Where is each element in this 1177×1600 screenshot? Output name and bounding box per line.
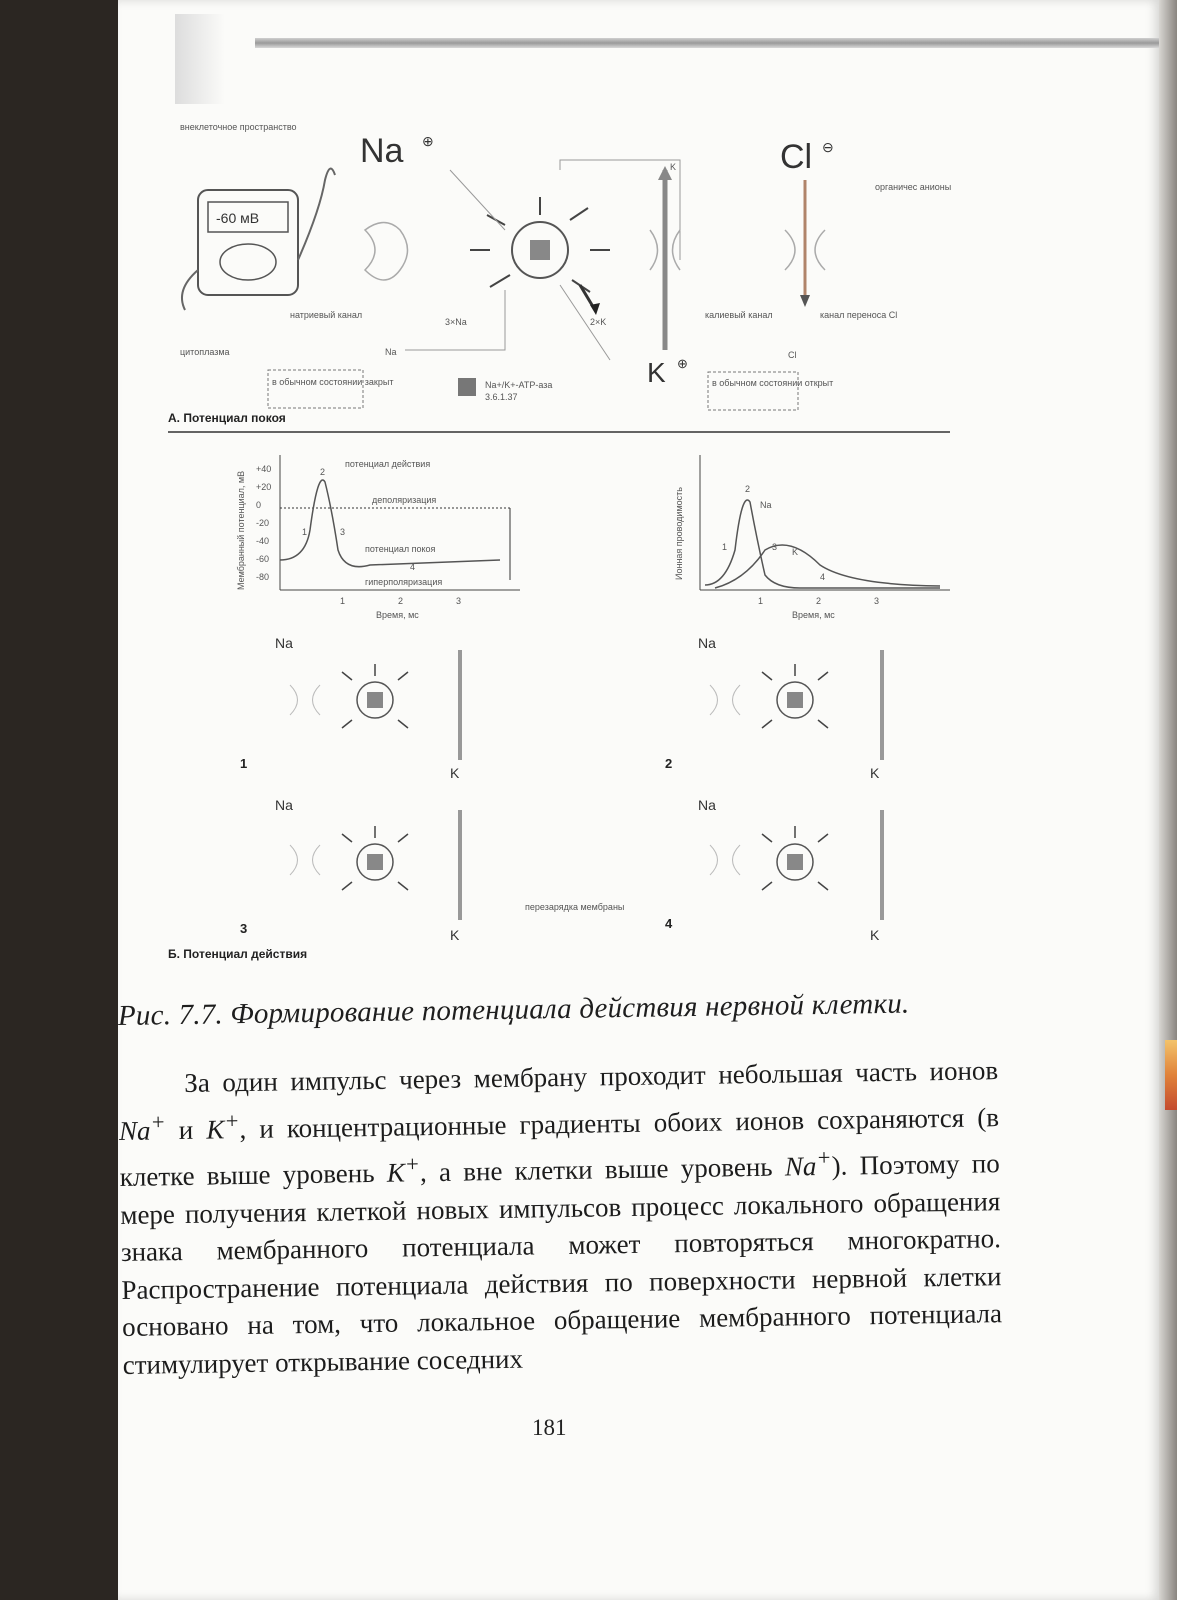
panel-b-label: Б. Потенциал действия: [168, 947, 308, 961]
annotation-action-potential: потенциал действия: [345, 459, 431, 469]
organic-anions-label: органичес анионы: [875, 182, 952, 192]
voltmeter: [182, 169, 335, 310]
na-ion-label: Na: [360, 132, 404, 170]
voltmeter-reading: -60 мВ: [216, 210, 260, 226]
k-ion-label: K: [647, 357, 666, 388]
point-4: 4: [410, 562, 416, 572]
ytick-5: -40: [256, 536, 270, 546]
pump-label: Na+/K+-ATP-аза: [485, 380, 553, 390]
svg-text:K: K: [450, 765, 460, 781]
stage-2-number: 2: [665, 756, 673, 771]
svg-text:Na: Na: [698, 635, 716, 651]
text-part-5: ). Поэтому по мере получения клеткой новых импульсов процесс локального обращения знака мембранного потенциала может повторяться многократно. Распространение потенциала действия по поверхности нервной клетки основано на том, что локальное обращение мембранного потенциала стимулирует открывание соседних: [120, 1148, 1003, 1380]
extracellular-label: внеклеточное пространство: [180, 122, 297, 132]
sodium-channel-label: натриевый канал: [290, 310, 363, 320]
sodium-closed-note: в обычном состоянии закрыт: [272, 377, 394, 387]
ytick-2: +20: [256, 482, 272, 492]
svg-text:K: K: [870, 765, 880, 781]
conductance-xlabel: Время, мс: [792, 610, 835, 620]
annotation-hyperpolarization: гиперполяризация: [365, 577, 443, 587]
na-ion-2: Na+: [784, 1144, 832, 1182]
stage-4: [665, 797, 882, 943]
chart-membrane-potential: [236, 455, 520, 620]
svg-text:Na: Na: [698, 797, 716, 813]
ratio-k: 2×K: [590, 317, 607, 327]
page-fold-shadow: [255, 38, 1177, 48]
text-part-1: За один импульс через мембрану проходит небольшая часть ионов: [184, 1055, 999, 1098]
page-corner-shadow: [175, 14, 225, 104]
conductance-ylabel: Ионная проводимость: [674, 487, 684, 580]
cond-xtick-2: 2: [816, 596, 822, 606]
figure-caption: Рис. 7.7. Формирование потенциала действия нервной клетки.: [117, 987, 910, 1032]
panel-a: [168, 122, 951, 432]
ytick-1: +40: [256, 464, 272, 474]
stage-1-number: 1: [240, 756, 248, 771]
annotation-depolarization: деполяризация: [372, 495, 437, 505]
svg-text:⊕: ⊕: [422, 133, 434, 149]
ytick-7: -80: [256, 572, 270, 582]
cond-xtick-3: 3: [874, 596, 880, 606]
pump-legend-icon: [458, 378, 476, 396]
recharge-note: перезарядка мембраны: [525, 902, 625, 912]
cl-ion-label: Cl: [780, 138, 813, 176]
annotation-resting: потенциал покоя: [365, 544, 436, 554]
svg-text:Na: Na: [275, 797, 293, 813]
k-top-label: K: [670, 162, 677, 172]
panel-a-label: А. Потенциал покоя: [168, 411, 286, 425]
page-edge: [1159, 0, 1177, 1600]
chloride-channel-label: канал переноса Cl: [820, 310, 898, 320]
stage-1: [240, 635, 460, 781]
stage-3: [240, 797, 460, 943]
svg-text:⊖: ⊖: [822, 139, 834, 155]
cond-point-2: 2: [745, 484, 751, 494]
xtick-3: 3: [456, 596, 462, 606]
potassium-channel-label: калиевый канал: [705, 310, 773, 320]
ratio-na: 3×Na: [445, 317, 467, 327]
series-na: Na: [760, 500, 772, 510]
stage-2: [665, 635, 882, 781]
svg-text:K: K: [870, 927, 880, 943]
figure-7-7: [160, 110, 960, 980]
potassium-open-note: в обычном состоянии открыт: [712, 378, 834, 388]
pump-code: 3.6.1.37: [485, 392, 518, 402]
ytick-3: 0: [256, 500, 262, 510]
cytoplasm-label: цитоплазма: [180, 347, 230, 357]
text-part-4: , а вне клетки выше уровень: [419, 1151, 773, 1188]
cond-point-4: 4: [820, 572, 826, 582]
page-number: 181: [532, 1415, 567, 1440]
bookmark-edge: [1165, 1040, 1177, 1110]
chart-ion-conductance: [674, 455, 950, 620]
xtick-2: 2: [398, 596, 404, 606]
cond-point-1: 1: [722, 542, 728, 552]
chloride-channel: [785, 180, 825, 307]
text-part-3: , и концентрационные градиенты обоих ионов сохраняются (в клетке выше уровень: [119, 1101, 1000, 1192]
svg-text:K: K: [450, 927, 460, 943]
stage-4-number: 4: [665, 916, 673, 931]
xtick-1: 1: [340, 596, 346, 606]
k-ion-2: K+: [386, 1151, 421, 1188]
ytick-6: -60: [256, 554, 270, 564]
svg-text:⊕: ⊕: [677, 356, 688, 371]
body-paragraph: [118, 1052, 1003, 1384]
cond-xtick-1: 1: [758, 596, 764, 606]
potential-xlabel: Время, мс: [376, 610, 419, 620]
series-k: K: [792, 547, 799, 557]
svg-text:Na: Na: [275, 635, 293, 651]
cl-small-label: Cl: [788, 350, 797, 360]
point-3: 3: [340, 527, 346, 537]
ytick-4: -20: [256, 518, 270, 528]
na-ion: Na+: [118, 1108, 166, 1146]
k-ion: K+: [206, 1107, 240, 1145]
sodium-channel: [365, 223, 408, 281]
stage-3-number: 3: [240, 921, 248, 936]
text-part-2: и: [178, 1114, 194, 1145]
cond-point-3: 3: [772, 542, 778, 552]
point-2: 2: [320, 467, 326, 477]
potential-ylabel: Мембранный потенциал, мВ: [236, 470, 246, 590]
na-small-label: Na: [385, 347, 397, 357]
potassium-channel: [650, 166, 680, 350]
point-1: 1: [302, 527, 308, 537]
